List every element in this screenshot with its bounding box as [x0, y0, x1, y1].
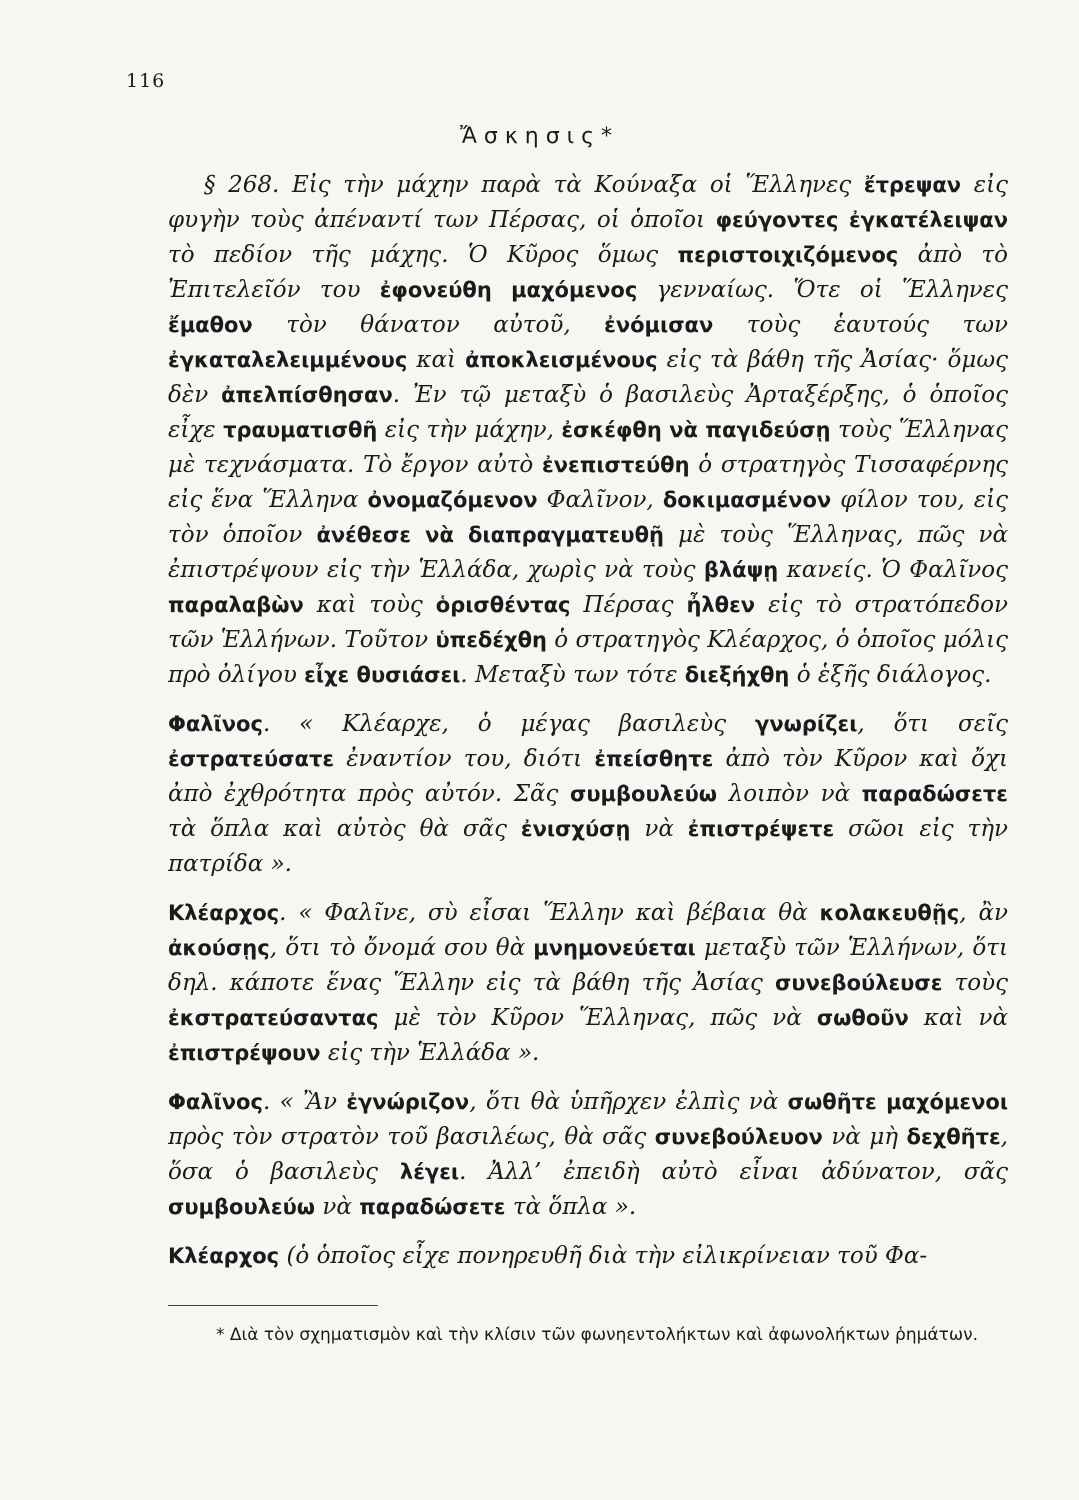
footnote: * Διὰ τὸν σχηματισμὸν καὶ τὴν κλίσιν τῶν φωνηεντολήκτων καὶ ἀφωνολήκτων ῥημάτων.: [216, 1325, 979, 1345]
text-run: τὸ πεδίον τῆς μάχης. Ὁ Κῦρος ὅμως: [168, 242, 678, 268]
bold-term: δεχθῆτε: [906, 1125, 1001, 1149]
text-run: . « Φαλῖνε, σὺ εἶσαι Ἕλλην καὶ βέβαια θὰ: [279, 900, 820, 926]
bold-term: ἔμαθον: [168, 313, 253, 337]
bold-term: συμβουλεύω: [168, 1195, 316, 1219]
text-run: εἰς φυγὴν τοὺς ἀπέναντί των Πέρσας, οἱ ὁποῖοι: [168, 172, 1008, 233]
text-run: Πέρσας: [570, 592, 687, 618]
text-run: τοὺς ἑαυτούς των: [713, 312, 1008, 338]
text-run: τὰ ὅπλα ».: [505, 1194, 637, 1220]
text-run: κανείς. Ὁ Φαλῖνος: [778, 557, 1008, 583]
bold-term: ἀπελπίσθησαν: [221, 383, 393, 407]
bold-term: συνεβούλευον: [654, 1125, 823, 1149]
text-run: , ὅτι τὸ ὄνομά σου θὰ: [269, 935, 534, 961]
bold-term: ἐστρατεύσατε: [168, 747, 335, 771]
page-title: Ἄσκησις*: [459, 124, 620, 149]
text-run: καὶ τοὺς: [303, 592, 436, 618]
bold-term: ἐνεπιστεύθη: [542, 453, 690, 477]
text-run: . « Ἂν: [262, 1089, 347, 1115]
text-run: , ὅσα ὁ βασιλεὺς: [168, 1124, 1008, 1185]
bold-term: περιστοιχιζόμενος: [677, 243, 899, 267]
bold-term: δοκιμασμένον: [662, 488, 832, 512]
bold-term: Κλέαρχος: [168, 901, 280, 925]
text-run: φίλον του, εἰς τὸν ὁποῖον: [168, 487, 1008, 548]
bold-term: κολακευθῇς: [819, 901, 960, 925]
bold-term: ἐγνώριζον: [346, 1090, 470, 1114]
bold-term: σωθοῦν: [816, 1006, 909, 1030]
bold-term: τραυματισθῆ: [223, 418, 378, 442]
text-run: τὸν θάνατον αὐτοῦ,: [252, 312, 605, 338]
bold-term: ἔτρεψαν: [863, 173, 962, 197]
bold-term: συμβουλεύω: [570, 782, 718, 806]
bold-term: εἶχε θυσιάσει: [304, 663, 461, 687]
text-run: . Μεταξὺ των τότε: [460, 662, 685, 688]
text-run: λοιπὸν νὰ: [717, 781, 862, 807]
text-run: καὶ: [407, 347, 466, 373]
text-run: , ἂν: [959, 900, 1008, 926]
bold-term: Φαλῖνος: [168, 1090, 263, 1114]
paragraph: [168, 1085, 1008, 1225]
text-run: τοὺς: [942, 970, 1008, 996]
bold-term: λέγει: [399, 1160, 460, 1184]
text-run: μὲ τοὺς Ἕλληνας, πῶς νὰ ἐπιστρέψουν εἰς τὴν Ἑλλάδα, χωρὶς νὰ τοὺς: [168, 522, 1008, 583]
bold-term: παραδώσετε: [861, 782, 1008, 806]
text-run: ὁ στρατηγὸς Κλέαρχος, ὁ ὁποῖος μόλις πρὸ ὀλίγου: [168, 627, 1008, 688]
text-run: § 268. Εἰς τὴν μάχην παρὰ τὰ Κούναξα οἱ Ἕλληνες: [204, 172, 864, 198]
text-run: Φαλῖνον,: [537, 487, 663, 513]
text-run: γενναίως. Ὅτε οἱ Ἕλληνες: [637, 277, 1008, 303]
bold-term: ἐπιστρέψουν: [168, 1041, 321, 1065]
bold-term: βλάψῃ: [703, 558, 779, 582]
text-run: εἰς τὴν Ἑλλάδα ».: [320, 1040, 540, 1066]
bold-term: ἐπιστρέψετε: [687, 817, 835, 841]
text-run: ἀπὸ τὸν Κῦρον καὶ ὄχι ἀπὸ ἐχθρότητα πρὸς αὐτόν. Σᾶς: [168, 746, 1008, 807]
text-run: , ὅτι σεῖς: [857, 711, 1008, 737]
text-run: ὁ ἑξῆς διάλογος.: [789, 662, 992, 688]
bold-term: ἦλθεν: [686, 593, 756, 617]
text-run: μὲ τὸν Κῦρον Ἕλληνας, πῶς νὰ: [378, 1005, 817, 1031]
bold-term: διεξήχθη: [684, 663, 790, 687]
bold-term: ἐνόμισαν: [604, 313, 714, 337]
text-run: (ὁ ὁποῖος εἶχε πονηρευθῆ διὰ τὴν εἰλικρίνειαν τοῦ Φα-: [279, 1243, 928, 1269]
bold-term: ἐσκέφθη νὰ παγιδεύσῃ: [561, 418, 831, 442]
text-run: τὰ ὅπλα καὶ αὐτὸς θὰ σᾶς: [168, 816, 521, 842]
paragraph: [168, 1239, 1008, 1274]
text-run: ἀπὸ τὸ Ἐπιτελεῖόν του: [168, 242, 1008, 303]
bold-term: φεύγοντες ἐγκατέλειψαν: [715, 208, 1008, 232]
bold-term: παραλαβὼν: [168, 593, 304, 617]
text-run: πρὸς τὸν στρατὸν τοῦ βασιλέως, θὰ σᾶς: [168, 1124, 655, 1150]
text-run: . « Κλέαρχε, ὁ μέγας βασιλεὺς: [262, 711, 756, 737]
bold-term: ὑπεδέχθη: [435, 628, 547, 652]
bold-term: Κλέαρχος: [168, 1244, 280, 1268]
text-run: ἐναντίον του, διότι: [334, 746, 595, 772]
text-run: . Ἐν τῷ μεταξὺ ὁ βασιλεὺς Ἀρταξέρξης, ὁ ὁποῖος εἶχε: [168, 382, 1009, 443]
paragraph: [168, 896, 1008, 1071]
text-run: εἰς τὴν μάχην,: [377, 417, 562, 443]
text-run: εἰς τὰ βάθη τῆς Ἀσίας· ὅμως δὲν: [168, 347, 1008, 408]
text-run: εἰς τὸ στρατόπεδον τῶν Ἑλλήνων. Τοῦτον: [168, 592, 1008, 653]
text-run: σῶοι εἰς τὴν πατρίδα ».: [168, 816, 1008, 877]
paragraph: [168, 168, 1008, 693]
bold-term: γνωρίζει: [755, 712, 858, 736]
bold-term: συνεβούλευσε: [775, 971, 943, 995]
text-run: νὰ μὴ: [822, 1124, 907, 1150]
bold-term: ἐγκαταλελειμμένους: [168, 348, 408, 372]
page-number: 116: [126, 70, 166, 92]
text-run: , ὅτι θὰ ὑπῆρχεν ἐλπὶς νὰ: [469, 1089, 788, 1115]
bold-term: μνημονεύεται: [533, 936, 696, 960]
bold-term: ὁρισθέντας: [435, 593, 571, 617]
text-body: [168, 168, 1008, 1288]
bold-term: ἐφονεύθη μαχόμενος: [379, 278, 638, 302]
paragraph: [168, 707, 1008, 882]
bold-term: ἐνισχύσῃ: [520, 817, 631, 841]
bold-term: ἀνέθεσε νὰ διαπραγματευθῇ: [316, 523, 664, 547]
text-run: ὁ στρατηγὸς Τισσαφέρνης εἰς ἕνα Ἕλληνα: [168, 452, 1008, 513]
bold-term: ἀκούσῃς: [168, 936, 270, 960]
bold-term: ἐπείσθητε: [594, 747, 714, 771]
text-run: τοὺς Ἕλληνας μὲ τεχνάσματα. Τὸ ἔργον αὐτὸ: [168, 417, 1009, 478]
bold-term: σωθῆτε μαχόμενοι: [787, 1090, 1008, 1114]
text-run: μεταξὺ τῶν Ἑλλήνων, ὅτι δηλ. κάποτε ἕνας Ἕλλην εἰς τὰ βάθη τῆς Ἀσίας: [168, 935, 1008, 996]
text-run: νὰ: [315, 1194, 360, 1220]
text-run: καὶ νὰ: [908, 1005, 1008, 1031]
bold-term: ἀποκλεισμένους: [465, 348, 658, 372]
text-run: νὰ: [630, 816, 688, 842]
bold-term: ὀνομαζόμενον: [367, 488, 538, 512]
bold-term: παραδώσετε: [359, 1195, 506, 1219]
footnote-divider: [168, 1305, 378, 1306]
bold-term: Φαλῖνος: [168, 712, 263, 736]
text-run: . Ἀλλ’ ἐπειδὴ αὐτὸ εἶναι ἀδύνατον, σᾶς: [459, 1159, 1008, 1185]
bold-term: ἐκστρατεύσαντας: [168, 1006, 379, 1030]
